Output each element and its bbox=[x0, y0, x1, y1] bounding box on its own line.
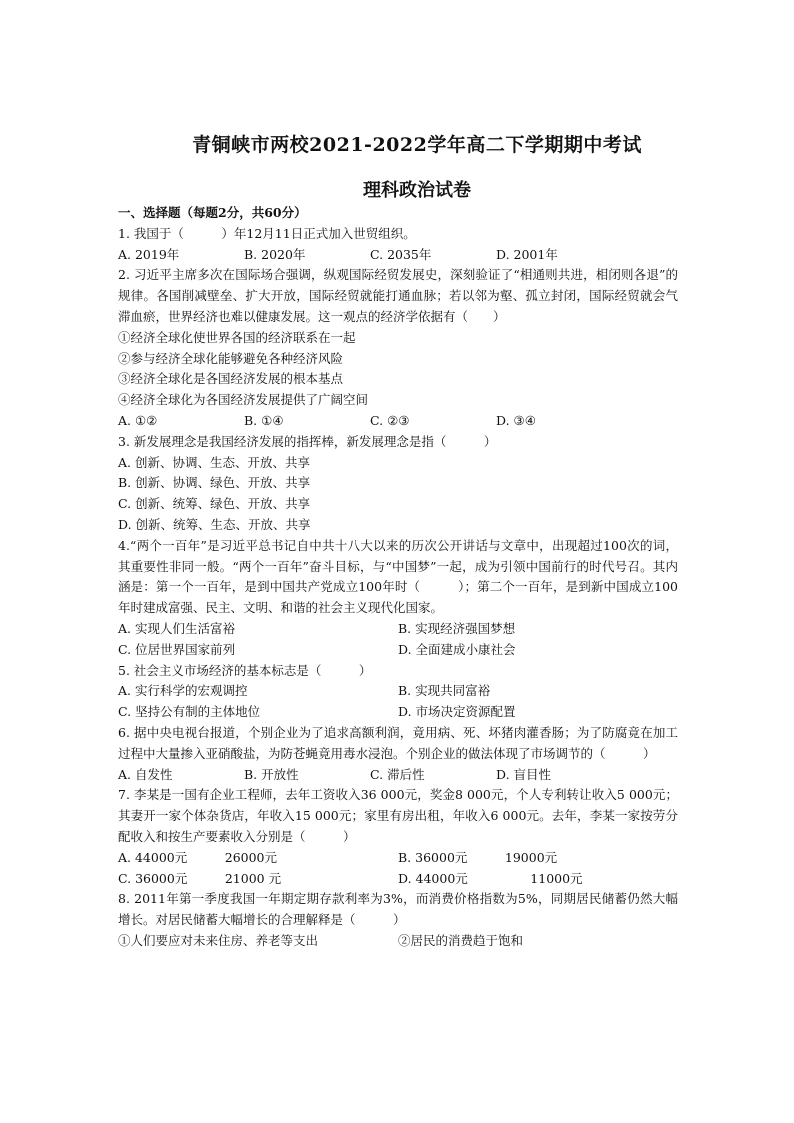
question-8-items bbox=[118, 931, 678, 952]
question-7-options-row-1 bbox=[118, 848, 678, 869]
option-c: C. ②③ bbox=[370, 412, 410, 428]
question-5-options-row-1 bbox=[118, 681, 678, 702]
option-c: C. 位居世界国家前列 bbox=[118, 641, 236, 657]
option-d: D. 44000元 11000元 bbox=[398, 870, 583, 886]
question-4-options-row-2 bbox=[118, 640, 678, 661]
option-a: A. 2019年 bbox=[118, 246, 180, 262]
question-1-stem: 1. 我国于（ ）年12月11日正式加入世贸组织。 bbox=[118, 225, 416, 241]
option-c: C. 坚持公有制的主体地位 bbox=[118, 704, 261, 720]
exam-title: 青铜峡市两校2021-2022学年高二下学期期中考试 bbox=[192, 134, 642, 156]
question-4-stem: 4.“两个一百年”是习近平总书记自中共十八大以来的历次公开讲话与文章中，出现超过100次的词，其重要性非同一般。“两个一百年”奋斗目标，与“中国梦”一起，成为引领中国前行的时代号召。其内涵是：第一个一百年，是到中国共产党成立100年时（ ）；第二个一百年，是到新中国成立100年时建成富强、民主、文明、和谐的社会主义现代化国家。 bbox=[118, 537, 678, 616]
question-5-options-row-2 bbox=[118, 702, 678, 723]
option-b: B. 36000元 19000元 bbox=[398, 849, 558, 865]
question-2-stem: 2. 习近平主席多次在国际场合强调，纵观国际经贸发展史，深刻验证了“相通则共进，相闭则各退”的规律。各国削减壁垒、扩大开放，国际经贸就能打通血脉；若以邻为壑、孤立封闭，国际经贸就会气滞血瘀，世界经济也难以健康发展。这一观点的经济学依据有（ ） bbox=[118, 267, 678, 324]
option-a: A. 44000元 26000元 bbox=[118, 849, 278, 865]
question-2-item-4: ④经济全球化为各国经济发展提供了广阔空间 bbox=[118, 392, 369, 408]
option-c: C. 滞后性 bbox=[370, 766, 425, 782]
question-2-item-3: ③经济全球化是各国经济发展的根本基点 bbox=[118, 371, 344, 387]
option-b: B. 实现共同富裕 bbox=[398, 683, 491, 699]
option-c: C. 创新、统筹、绿色、开放、共享 bbox=[118, 496, 311, 512]
option-d: D. 盲目性 bbox=[496, 766, 552, 782]
question-2-item-2: ②参与经济全球化能够避免各种经济风险 bbox=[118, 350, 344, 366]
option-a: A. 实现人们生活富裕 bbox=[118, 620, 235, 636]
question-5-stem: 5. 社会主义市场经济的基本标志是（ ） bbox=[118, 662, 372, 678]
option-b: B. 创新、协调、绿色、开放、共享 bbox=[118, 475, 311, 491]
option-a: A. 实行科学的宏观调控 bbox=[118, 683, 248, 699]
option-d: D. ③④ bbox=[496, 412, 536, 428]
option-a: A. 创新、协调、生态、开放、共享 bbox=[118, 454, 310, 470]
question-1-options bbox=[118, 245, 678, 266]
option-d: D. 全面建成小康社会 bbox=[398, 641, 516, 657]
exam-content bbox=[118, 203, 678, 952]
question-4-options-row-1 bbox=[118, 619, 678, 640]
option-d: D. 创新、统筹、生态、开放、共享 bbox=[118, 516, 311, 532]
question-2-item-1: ①经济全球化使世界各国的经济联系在一起 bbox=[118, 329, 356, 345]
option-c: C. 2035年 bbox=[370, 246, 432, 262]
exam-subtitle: 理科政治试卷 bbox=[363, 180, 471, 201]
section-heading: 一、选择题（每题2分，共60分） bbox=[118, 205, 307, 220]
question-8-stem: 8. 2011年第一季度我国一年期定期存款利率为3%，而消费价格指数为5%，同期居民储蓄仍然大幅增长。对居民储蓄大幅增长的合理解释是（ ） bbox=[118, 891, 678, 928]
option-d: D. 市场决定资源配置 bbox=[398, 704, 516, 720]
question-8-item-2: ②居民的消费趋于饱和 bbox=[398, 932, 524, 948]
option-b: B. 实现经济强国梦想 bbox=[398, 620, 516, 636]
question-6-stem: 6. 据中央电视台报道，个别企业为了追求高额利润，竟用病、死、坏猪肉灌香肠；为了防腐竟在加工过程中大量掺入亚硝酸盐，为防苍蝇竟用毒水浸泡。个别企业的做法体现了市场调节的（ ） bbox=[118, 724, 678, 761]
option-c: C. 36000元 21000 元 bbox=[118, 870, 282, 886]
option-d: D. 2001年 bbox=[496, 246, 558, 262]
question-8-item-1: ①人们要应对未来住房、养老等支出 bbox=[118, 932, 319, 948]
question-6-options bbox=[118, 765, 678, 786]
option-a: A. ①② bbox=[118, 412, 158, 428]
option-b: B. ①④ bbox=[244, 412, 284, 428]
option-a: A. 自发性 bbox=[118, 766, 173, 782]
question-2-options bbox=[118, 411, 678, 432]
option-b: B. 2020年 bbox=[244, 246, 306, 262]
question-7-options-row-2 bbox=[118, 869, 678, 890]
question-3-stem: 3. 新发展理念是我国经济发展的指挥棒，新发展理念是指（ ） bbox=[118, 433, 497, 449]
question-7-stem: 7. 李某是一国有企业工程师，去年工资收入36 000元，奖金8 000元，个人专利转让收入5 000元；其妻开一家个体杂货店，年收入15 000元；家里有房出租，年收入6 000元。去年，李某一家按劳分配收入和按生产要素收入分别是（ ） bbox=[118, 787, 678, 844]
option-b: B. 开放性 bbox=[244, 766, 299, 782]
